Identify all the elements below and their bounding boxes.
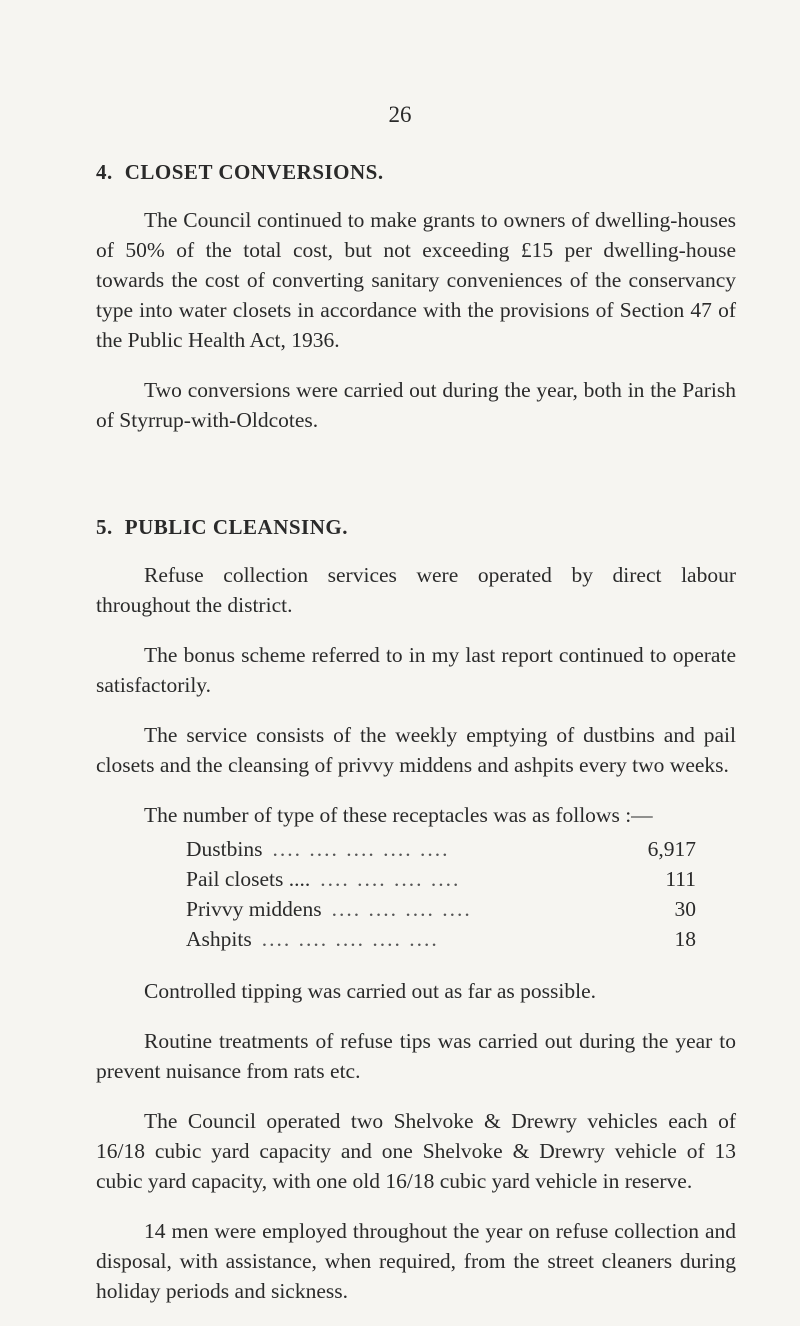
row-count: 18 — [674, 927, 696, 952]
section-heading-closet-conversions — [96, 160, 736, 185]
row-label: Privvy middens — [186, 897, 322, 922]
receptacle-table — [186, 834, 696, 954]
paragraph: The bonus scheme referred to in my last report continued to operate satisfactorily. — [96, 643, 736, 698]
paragraph: Routine treatments of refuse tips was carried out during the year to prevent nuisance from rats etc. — [96, 1029, 736, 1084]
table-row — [186, 834, 696, 864]
table-row — [186, 864, 696, 894]
section-title: PUBLIC CLEANSING. — [124, 515, 348, 540]
paragraph: Controlled tipping was carried out as far as possible. — [144, 979, 596, 1004]
dot-leader: .... .... .... .... — [331, 897, 472, 922]
section-spacer — [96, 455, 736, 515]
table-row — [186, 924, 696, 954]
row-count: 6,917 — [647, 837, 696, 862]
row-label: Pail closets .... — [186, 867, 311, 892]
dot-leader: .... .... .... .... — [320, 867, 461, 892]
section-title: CLOSET CONVERSIONS. — [124, 160, 384, 184]
paragraph: Two conversions were carried out during the year, both in the Parish of Styrrup-with-Oldcotes. — [96, 378, 736, 433]
page-number: 26 — [388, 102, 412, 127]
row-label: Ashpits — [186, 927, 252, 952]
row-count: 30 — [674, 897, 696, 922]
paragraph: The number of type of these receptacles was as follows :— — [144, 803, 653, 828]
table-row — [186, 894, 696, 924]
section-heading-public-cleansing — [96, 515, 736, 540]
dot-leader: .... .... .... .... .... — [261, 927, 439, 952]
page-body — [96, 160, 736, 1326]
paragraph: The Council continued to make grants to owners of dwelling-houses of 50% of the total cost, but not exceeding £15 per dwelling-house towards the cost of converting sanitary conveniences of the conservancy type into water closets in accordance with the provisions of Section 47 of the Public Health Act, 1936. — [96, 208, 736, 353]
paragraph: The Council operated two Shelvoke & Drewry vehicles each of 16/18 cubic yard capacity and one Shelvoke & Drewry vehicle of 13 cubic yard capacity, with one old 16/18 cubic yard vehicle in reserve. — [96, 1109, 736, 1194]
row-label: Dustbins — [186, 837, 263, 862]
section-number: 5. — [96, 515, 113, 540]
row-count: 111 — [665, 867, 696, 892]
paragraph: Refuse collection services were operated by direct labour throughout the district. — [96, 563, 736, 618]
dot-leader: .... .... .... .... .... — [272, 837, 450, 862]
paragraph: The service consists of the weekly emptying of dustbins and pail closets and the cleansing of privvy middens and ashpits every two weeks. — [96, 723, 736, 778]
section-number: 4. — [96, 160, 113, 184]
paragraph: 14 men were employed throughout the year on refuse collection and disposal, with assistance, when required, from the street cleaners during holiday periods and sickness. — [96, 1219, 736, 1304]
